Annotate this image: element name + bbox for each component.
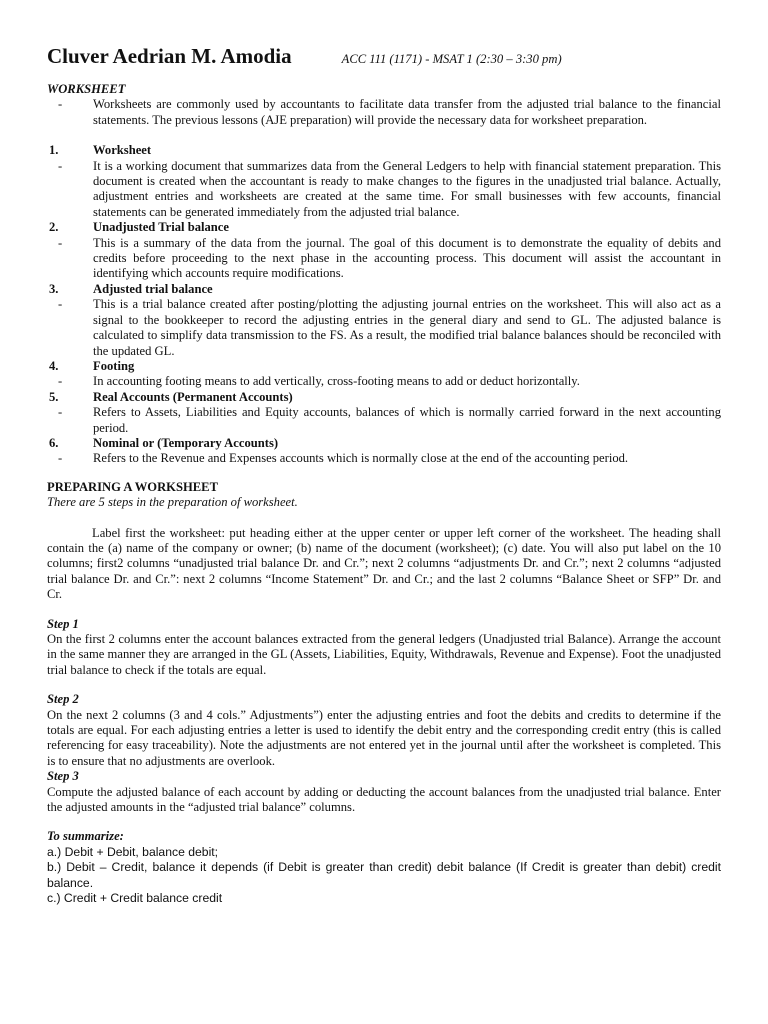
term-text: This is a summary of the data from the journal. The goal of this document is to demonstrate the equality of debits and credits before proceeding to the next phase in the accounting process. This document will assist the accountant in identifying which accounts require modifications.: [93, 235, 721, 281]
bullet-dash: -: [58, 374, 63, 389]
label-paragraph: Label first the worksheet: put heading either at the upper center or upper left corner of the worksheet. The heading shall contain the (a) name of the company or owner; (b) name of the document (worksheet); (c) date. You will also put label on the 10 columns; first2 columns “unadjusted trial balance Dr. and Cr.”; next 2 columns “adjustments Dr. and Cr.”; next 2 columns “adjusted trial balance Dr. and Cr.”: next 2 columns “Income Statement” Dr. and Cr.; and the last 2 columns “Balance Sheet or SFP” Dr. and Cr.: [47, 525, 721, 602]
bullet-dash: -: [58, 97, 63, 112]
term-heading: [47, 359, 721, 374]
term-number: 4.: [49, 358, 59, 373]
term-title: Real Accounts (Permanent Accounts): [93, 389, 293, 404]
intro-bullet: [47, 97, 721, 128]
term-definition: [47, 159, 721, 221]
summary-heading: To summarize:: [47, 829, 124, 844]
document-page: [47, 44, 721, 907]
term-title: Footing: [93, 358, 135, 373]
step-label: Step 1: [47, 616, 79, 631]
course-info: ACC 111 (1171) - MSAT 1 (2:30 – 3:30 pm): [341, 52, 562, 66]
step-text: Compute the adjusted balance of each account by adding or deducting the account balances from the unadjusted trial balance. Enter the adjusted amounts in the “adjusted trial balance” columns.: [47, 784, 721, 815]
term-heading: [47, 220, 721, 235]
document-header: [47, 44, 721, 68]
term-title: Adjusted trial balance: [93, 281, 213, 296]
term-number: 3.: [49, 281, 59, 296]
term-number: 6.: [49, 435, 59, 450]
term-title: Worksheet: [93, 143, 152, 158]
preparing-subtitle: There are 5 steps in the preparation of worksheet.: [47, 495, 298, 510]
summary-line: c.) Credit + Credit balance credit: [47, 891, 223, 906]
term-number: 2.: [49, 220, 59, 235]
student-name: Cluver Aedrian M. Amodia: [47, 44, 292, 68]
worksheet-heading: WORKSHEET: [47, 82, 126, 96]
preparing-heading: PREPARING A WORKSHEET: [47, 479, 218, 494]
term-text: Refers to the Revenue and Expenses accounts which is normally close at the end of the accounting period.: [93, 451, 629, 466]
bullet-dash: -: [58, 451, 63, 466]
term-definition: [47, 297, 721, 359]
summary-line: a.) Debit + Debit, balance debit;: [47, 844, 219, 859]
term-heading: [47, 436, 721, 451]
term-title: Unadjusted Trial balance: [93, 220, 229, 235]
term-title: Nominal or (Temporary Accounts): [93, 435, 279, 450]
bullet-dash: -: [58, 158, 63, 173]
term-definition: [47, 405, 721, 436]
term-number: 5.: [49, 389, 59, 404]
term-definition: [47, 451, 721, 466]
bullet-dash: -: [58, 297, 63, 312]
term-heading: [47, 390, 721, 405]
term-text: Refers to Assets, Liabilities and Equity accounts, balances of which is normally carried forward in the next accounting period.: [93, 405, 721, 435]
term-definition: [47, 236, 721, 282]
step-label: Step 2: [47, 692, 79, 707]
step-text: On the next 2 columns (3 and 4 cols.” Adjustments”) enter the adjusting entries and foot the debits and credits to determine if the totals are equal. For each adjusting entries a letter is used to identify the debit entry and the corresponding credit entry (this is called referencing for easy traceability). Note the adjustments are not entered yet in the journal until after the worksheet is completed. This is to ensure that no adjustments are overlook.: [47, 707, 721, 768]
term-definition: [47, 374, 721, 389]
bullet-dash: -: [58, 235, 63, 250]
step-text: On the first 2 columns enter the account balances extracted from the general ledgers (Unadjusted trial Balance). Arrange the account in the same manner they are arranged in the GL (Assets, Liabilities, Equity, Withdrawals, Revenue and Expense). Foot the unadjusted trial balance to check if the totals are equal.: [47, 632, 721, 677]
term-number: 1.: [49, 143, 59, 158]
intro-text: Worksheets are commonly used by accountants to facilitate data transfer from the adjusted trial balance to the financial statements. The previous lessons (AJE preparation) will provide the necessary data for worksheet preparation.: [93, 97, 721, 127]
term-text: This is a trial balance created after posting/plotting the adjusting journal entries on the worksheet. This will also act as a signal to the bookkeeper to record the adjusting entries in the general diary and send to GL. The adjusted balance is calculated to simplify data transmission to the FS. As a result, the modified trial balance balances should be reconciled with the updated GL.: [93, 297, 721, 358]
step-label: Step 3: [47, 769, 79, 784]
bullet-dash: -: [58, 405, 63, 420]
summary-line: b.) Debit – Credit, balance it depends (if Debit is greater than credit) debit balance (If Credit is greater than debit) credit balance.: [47, 860, 721, 890]
term-heading: [47, 143, 721, 158]
term-heading: [47, 282, 721, 297]
term-text: It is a working document that summarizes data from the General Ledgers to help with financial statement preparation. This document is created when the accountant is ready to make changes to the figures in the unadjusted trial balance. Actually, adjustment entries and worksheets are created at the same time. For small businesses with few accounts, financial statements can be generated immediately from the adjusted trial balance.: [93, 158, 721, 219]
term-text: In accounting footing means to add vertically, cross-footing means to add or deduct horizontally.: [93, 374, 580, 389]
